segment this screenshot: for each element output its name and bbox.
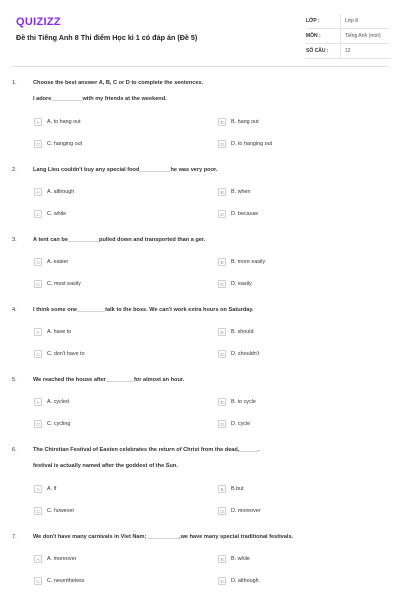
option-letter-box: C — [34, 577, 42, 585]
option-b[interactable] — [218, 555, 250, 563]
option-b[interactable] — [218, 118, 259, 126]
option-letter-box: A — [34, 258, 42, 266]
option-b[interactable] — [218, 328, 253, 336]
option-text: D. easily — [231, 281, 252, 287]
option-text: C. most easily — [47, 281, 81, 287]
option-text: A. although — [47, 189, 75, 195]
option-letter-box: C — [34, 140, 42, 148]
option-c[interactable] — [34, 350, 85, 358]
question-number: 5. — [12, 377, 17, 383]
meta-value: Lớp 8 — [340, 14, 390, 28]
question-number: 6. — [12, 447, 17, 453]
option-a[interactable] — [34, 485, 56, 493]
option-letter-box: D — [218, 210, 226, 218]
option-text: C. cycling — [47, 421, 71, 427]
question-line: We reached the house after_________for almost an hour. — [33, 377, 185, 383]
option-text: D. shouldn't — [231, 351, 260, 357]
option-letter-box: C — [34, 507, 42, 515]
option-letter-box: B — [218, 555, 226, 563]
option-text: B. hang out — [231, 119, 259, 125]
option-text: B.but — [231, 486, 244, 492]
meta-label: SỐ CÂU : — [306, 48, 329, 54]
option-text: B. to cycle — [231, 399, 256, 405]
option-text: A. easier — [47, 259, 69, 265]
option-d[interactable] — [218, 140, 272, 148]
option-letter-box: B — [218, 398, 226, 406]
meta-value: 12 — [340, 44, 390, 58]
question-line: I think some one_________talk to the boss. We can't work extra hours on Saturday. — [33, 307, 254, 313]
option-d[interactable] — [218, 280, 252, 288]
page-title: Đề thi Tiếng Anh 8 Thi điểm Học kì 1 có đáp án (Đề 5) — [16, 33, 198, 42]
option-text: B. while — [231, 556, 250, 562]
option-letter-box: D — [218, 577, 226, 585]
meta-row-subject — [306, 29, 390, 44]
option-a[interactable] — [34, 258, 68, 266]
option-letter-box: D — [218, 350, 226, 358]
option-c[interactable] — [34, 507, 74, 515]
option-letter-box: C — [34, 420, 42, 428]
option-d[interactable] — [218, 350, 259, 358]
question-line: festival is actually named after the goddest of the Sun. — [33, 463, 178, 469]
option-letter-box: B — [218, 258, 226, 266]
question-number: 4. — [12, 307, 17, 313]
option-letter-box: A — [34, 188, 42, 196]
option-text: C. however — [47, 508, 75, 514]
option-text: D. although — [231, 578, 259, 584]
option-text: B. more easily — [231, 259, 266, 265]
header-divider — [12, 66, 388, 67]
option-text: C. nevertheless — [47, 578, 85, 584]
meta-table — [306, 14, 390, 59]
option-text: A. if — [47, 486, 57, 492]
option-c[interactable] — [34, 140, 82, 148]
option-c[interactable] — [34, 280, 81, 288]
option-a[interactable] — [34, 398, 69, 406]
meta-row-count — [306, 44, 390, 59]
question-number: 1. — [12, 80, 17, 86]
option-c[interactable] — [34, 210, 66, 218]
option-text: B. when — [231, 189, 251, 195]
option-d[interactable] — [218, 420, 250, 428]
option-a[interactable] — [34, 328, 71, 336]
option-b[interactable] — [218, 485, 244, 493]
option-b[interactable] — [218, 398, 256, 406]
option-text: D. because — [231, 211, 259, 217]
option-letter-box: C — [34, 210, 42, 218]
option-text: A. moreover — [47, 556, 77, 562]
option-b[interactable] — [218, 258, 265, 266]
option-letter-box: C — [34, 350, 42, 358]
option-b[interactable] — [218, 188, 250, 196]
question-number: 7. — [12, 534, 17, 540]
option-letter-box: D — [218, 420, 226, 428]
option-text: D. to hanging out — [231, 141, 273, 147]
question-number: 2. — [12, 167, 17, 173]
meta-label: LỚP : — [306, 18, 320, 24]
question-line: We don't have many carnivals in Viet Nam; __________,we have many special traditional festivals. — [33, 534, 294, 540]
option-letter-box: A — [34, 328, 42, 336]
option-text: D. cycle — [231, 421, 251, 427]
option-letter-box: B — [218, 328, 226, 336]
option-a[interactable] — [34, 118, 81, 126]
option-letter-box: C — [34, 280, 42, 288]
question-line: The Chirstian Festival of Easten celebrates the return of Christ from the dead,______. — [33, 447, 260, 453]
meta-row-class — [306, 14, 390, 29]
option-letter-box: B — [218, 188, 226, 196]
option-d[interactable] — [218, 577, 259, 585]
option-letter-box: D — [218, 280, 226, 288]
option-text: B. should — [231, 329, 254, 335]
option-text: A. have to — [47, 329, 72, 335]
option-c[interactable] — [34, 577, 84, 585]
option-a[interactable] — [34, 555, 76, 563]
option-text: C. hanging out — [47, 141, 83, 147]
meta-value: Tiếng Anh (mới) — [340, 29, 390, 43]
meta-label: MÔN : — [306, 33, 321, 39]
option-letter-box: A — [34, 555, 42, 563]
question-line: Choose the best answer A, B, C or D to complete the sentences. — [33, 80, 204, 86]
option-letter-box: A — [34, 398, 42, 406]
option-d[interactable] — [218, 210, 258, 218]
question-line: I adore__________with my friends at the weekend. — [33, 96, 167, 102]
option-letter-box: A — [34, 485, 42, 493]
option-letter-box: D — [218, 507, 226, 515]
option-text: A. cycled — [47, 399, 69, 405]
option-d[interactable] — [218, 507, 261, 515]
option-text: C. don't have to — [47, 351, 85, 357]
question-number: 3. — [12, 237, 17, 243]
option-letter-box: D — [218, 140, 226, 148]
option-letter-box: B — [218, 118, 226, 126]
option-text: C. while — [47, 211, 67, 217]
option-letter-box: B — [218, 485, 226, 493]
option-c[interactable] — [34, 420, 70, 428]
option-text: A. to hang out — [47, 119, 81, 125]
question-line: Lang Lieu couldn't buy any special food__________he was very poor. — [33, 167, 218, 173]
question-line: A tent can be__________pulled down and transported than a ger. — [33, 237, 206, 243]
option-text: D. moreover — [231, 508, 261, 514]
option-a[interactable] — [34, 188, 74, 196]
quizizz-logo: QUIZIZZ — [16, 16, 61, 28]
option-letter-box: A — [34, 118, 42, 126]
